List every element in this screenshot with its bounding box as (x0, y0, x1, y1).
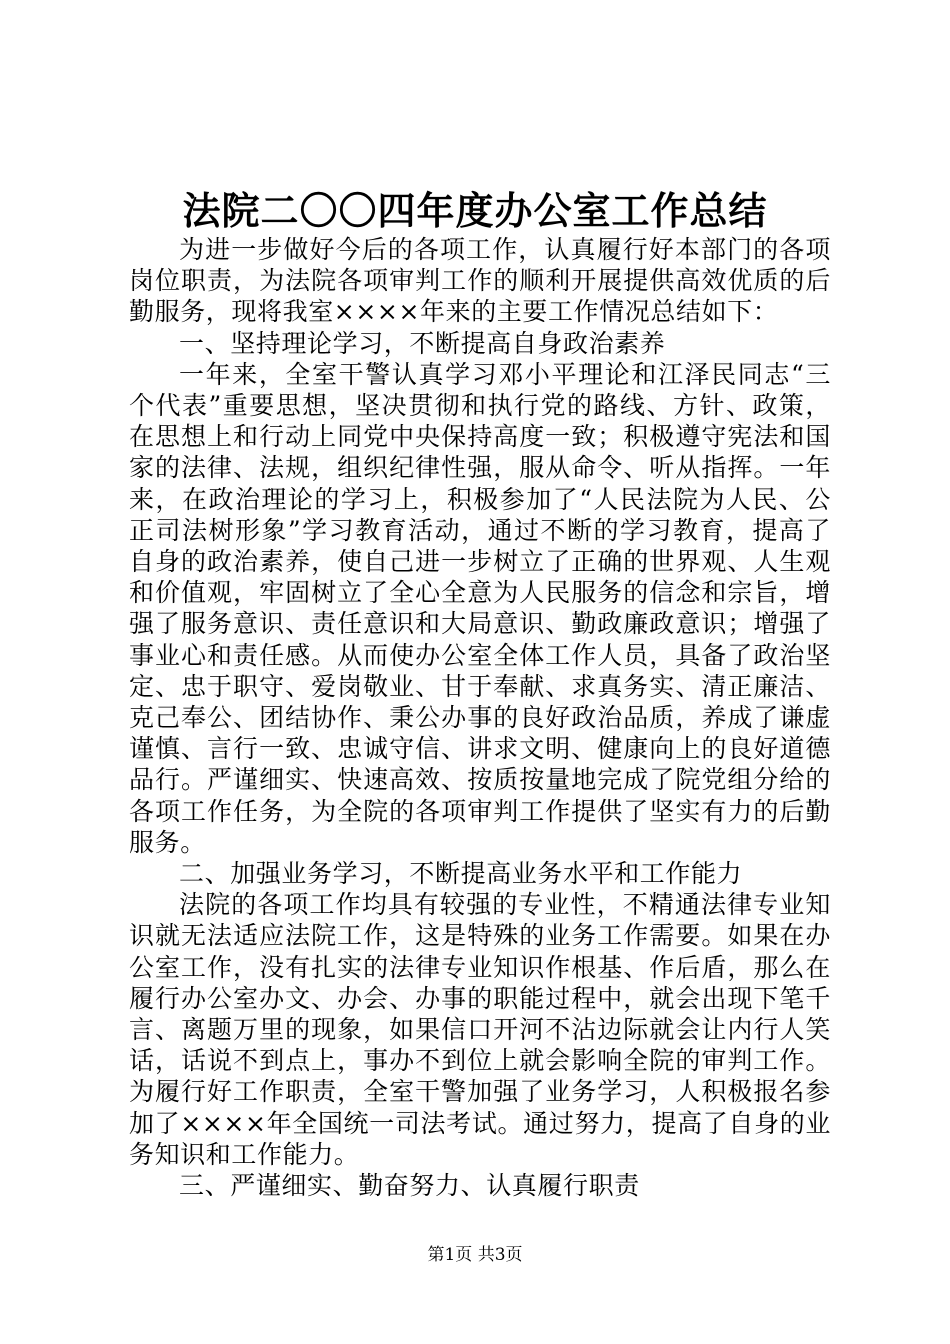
section-heading-1: 一、坚持理论学习，不断提高自身政治素养 (179, 328, 666, 358)
section-heading-2: 二、加强业务学习，不断提高业务水平和工作能力 (179, 859, 743, 889)
section-1-paragraph: 一年来，全室干警认真学习邓小平理论和江泽民同志“三个代表”重要思想，坚决贯彻和执行党的路线、方针、政策，在思想上和行动上同党中央保持高度一致；积极遵守宪法和国家的法律、法规，组织纪律性强，服从命令、听从指挥。一年来，在政治理论的学习上，积极参加了“人民法院为人民、公正司法树形象”学习教育活动，通过不断的学习教育，提高了自身的政治素养，使自己进一步树立了正确的世界观、人生观和价值观，牢固树立了全心全意为人民服务的信念和宗旨，增强了服务意识、责任意识和大局意识、勤政廉政意识；增强了事业心和责任感。从而使办公室全体工作人员，具备了政治坚定、忠于职守、爱岗敬业、甘于奉献、求真务实、清正廉洁、克己奉公、团结协作、秉公办事的良好政治品质，养成了谦虚谨慎、言行一致、忠诚守信、讲求文明、健康向上的良好道德品行。严谨细实、快速高效、按质按量地完成了院党组分给的各项工作任务，为全院的各项审判工作提供了坚实有力的后勤服务。 (129, 359, 831, 857)
section-heading-3: 三、严谨细实、勤奋努力、认真履行职责 (179, 1171, 640, 1201)
document-title: 法院二〇〇四年度办公室工作总结 (182, 188, 768, 233)
intro-paragraph: 为进一步做好今后的各项工作，认真履行好本部门的各项岗位职责，为法院各项审判工作的顺利开展提供高效优质的后勤服务，现将我室××××年来的主要工作情况总结如下： (129, 235, 831, 327)
page-footer: 第1页 共3页 (427, 1245, 523, 1265)
document-body (129, 234, 831, 1201)
section-2-paragraph: 法院的各项工作均具有较强的专业性，不精通法律专业知识就无法适应法院工作，这是特殊的业务工作需要。如果在办公室工作，没有扎实的法律专业知识作根基、作后盾，那么在履行办公室办文、办会、办事的职能过程中，就会出现下笔千言、离题万里的现象，如果信口开河不沾边际就会让内行人笑话，话说不到点上，事办不到位上就会影响全院的审判工作。为履行好工作职责，全室干警加强了业务学习，人积极报名参加了××××年全国统一司法考试。通过努力，提高了自身的业务知识和工作能力。 (129, 890, 831, 1169)
